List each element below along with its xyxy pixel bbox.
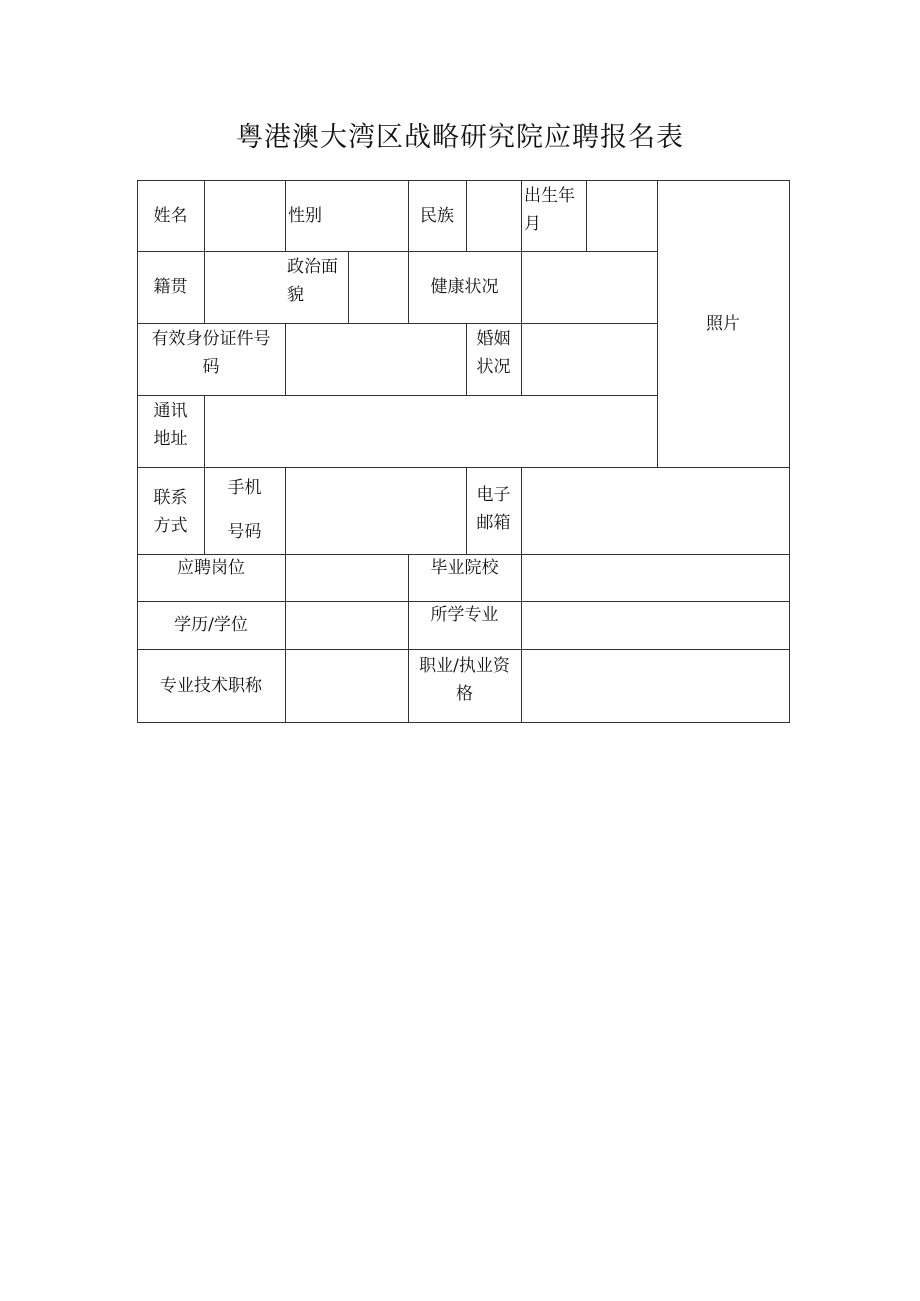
- label-contact: 联系 方式: [153, 488, 188, 536]
- label-professional-title: 专业技术职称: [160, 675, 262, 696]
- label-birth-date: 出生年 月: [524, 186, 575, 234]
- label-address: 通讯 地址: [153, 401, 188, 449]
- label-position: 应聘岗位: [177, 558, 245, 578]
- political-status-field[interactable]: [348, 251, 408, 323]
- label-mobile-line1: 手机: [227, 478, 262, 498]
- application-form-table: [137, 180, 790, 723]
- mobile-field[interactable]: [285, 467, 466, 554]
- label-gender: 性别: [288, 205, 322, 226]
- position-field[interactable]: [285, 554, 408, 601]
- qualification-field[interactable]: [521, 649, 789, 722]
- label-health: 健康状况: [430, 277, 499, 297]
- label-political-status: 政治面 貌: [287, 257, 338, 305]
- label-name: 姓名: [153, 205, 188, 226]
- gender-field[interactable]: [348, 180, 408, 251]
- ethnicity-field[interactable]: [466, 180, 521, 251]
- health-field[interactable]: [521, 251, 657, 323]
- photo-box[interactable]: 照片: [706, 313, 740, 334]
- label-mobile-line2: 号码: [227, 522, 262, 542]
- label-major: 所学专业: [430, 605, 499, 625]
- label-native-place: 籍贯: [153, 277, 188, 297]
- page-title: 粤港澳大湾区战略研究院应聘报名表: [236, 122, 684, 153]
- label-qualification: 职业/执业资 格: [419, 656, 510, 704]
- label-id-number: 有效身份证件号 码: [151, 329, 271, 377]
- birth-date-field[interactable]: [586, 180, 657, 251]
- native-place-field[interactable]: [204, 251, 285, 323]
- degree-field[interactable]: [285, 601, 408, 649]
- label-marital-status: 婚姻 状况: [476, 329, 511, 377]
- label-school: 毕业院校: [430, 558, 499, 578]
- id-number-field[interactable]: [285, 323, 466, 395]
- major-field[interactable]: [521, 601, 789, 649]
- address-field[interactable]: [204, 395, 657, 467]
- label-email: 电子 邮箱: [476, 485, 511, 533]
- school-field[interactable]: [521, 554, 789, 601]
- label-degree: 学历/学位: [174, 615, 248, 635]
- marital-status-field[interactable]: [521, 323, 657, 395]
- email-field[interactable]: [521, 467, 789, 554]
- professional-title-field[interactable]: [285, 649, 408, 722]
- label-ethnicity: 民族: [420, 205, 454, 226]
- name-field[interactable]: [204, 180, 285, 251]
